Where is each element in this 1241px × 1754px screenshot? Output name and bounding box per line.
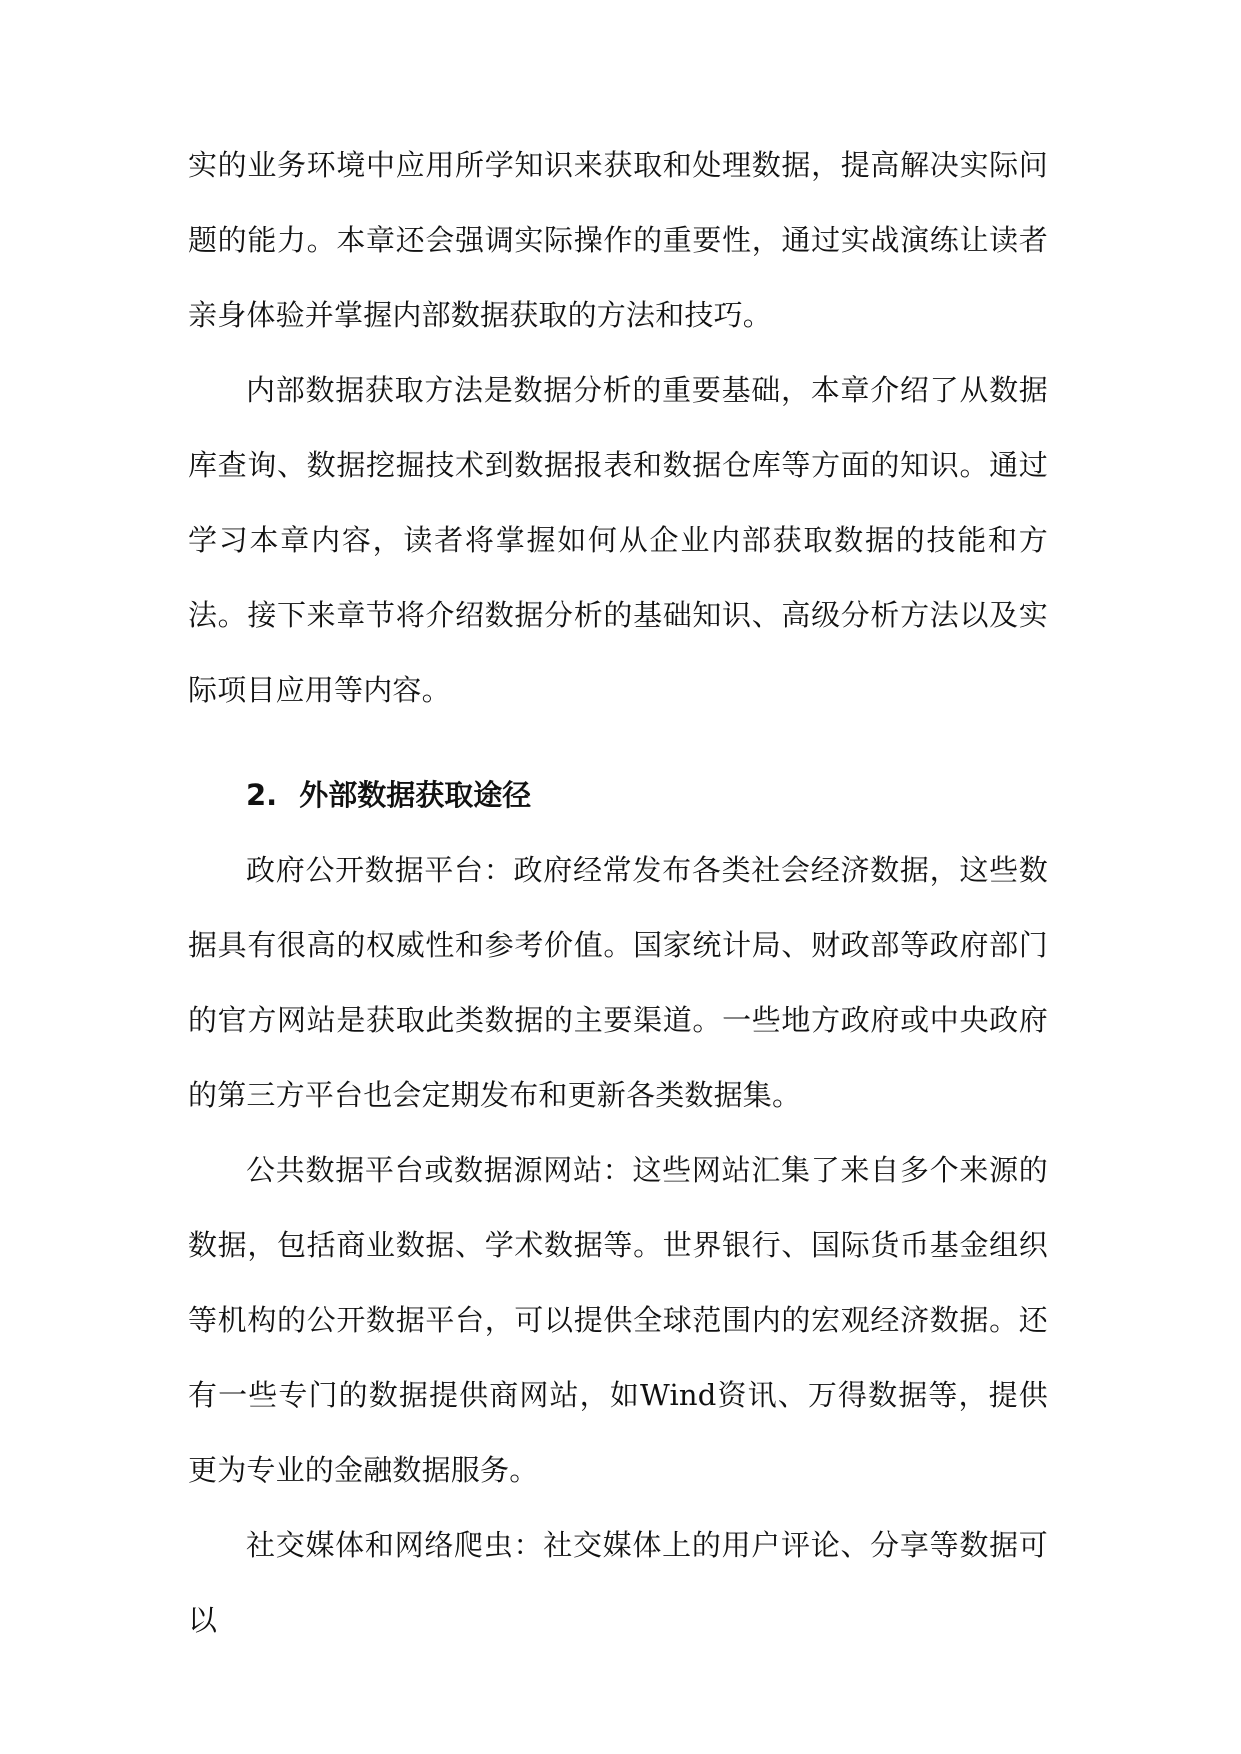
document-page (188, 128, 1048, 1658)
section-heading (188, 758, 1048, 833)
paragraph-internal-summary: 内部数据获取方法是数据分析的重要基础，本章介绍了从数据库查询、数据挖掘技术到数据报表和数据仓库等方面的知识。通过学习本章内容，读者将掌握如何从企业内部获取数据的技能和方法。接下来章节将介绍数据分析的基础知识、高级分析方法以及实际项目应用等内容。 (188, 373, 1048, 707)
section-number: 2. (246, 778, 278, 812)
paragraph-continued: 实的业务环境中应用所学知识来获取和处理数据，提高解决实际问题的能力。本章还会强调实际操作的重要性，通过实战演练让读者亲身体验并掌握内部数据获取的方法和技巧。 (188, 148, 1048, 332)
section-title: 外部数据获取途径 (299, 778, 532, 812)
paragraph-social-media: 社交媒体和网络爬虫：社交媒体上的用户评论、分享等数据可以 (188, 1528, 1048, 1637)
paragraph-government-data: 政府公开数据平台：政府经常发布各类社会经济数据，这些数据具有很高的权威性和参考价值。国家统计局、财政部等政府部门的官方网站是获取此类数据的主要渠道。一些地方政府或中央政府的第三方平台也会定期发布和更新各类数据集。 (188, 853, 1048, 1112)
paragraph-public-data-platforms: 公共数据平台或数据源网站：这些网站汇集了来自多个来源的数据，包括商业数据、学术数据等。世界银行、国际货币基金组织等机构的公开数据平台，可以提供全球范围内的宏观经济数据。还有一些专门的数据提供商网站，如Wind资讯、万得数据等，提供更为专业的金融数据服务。 (188, 1153, 1048, 1487)
